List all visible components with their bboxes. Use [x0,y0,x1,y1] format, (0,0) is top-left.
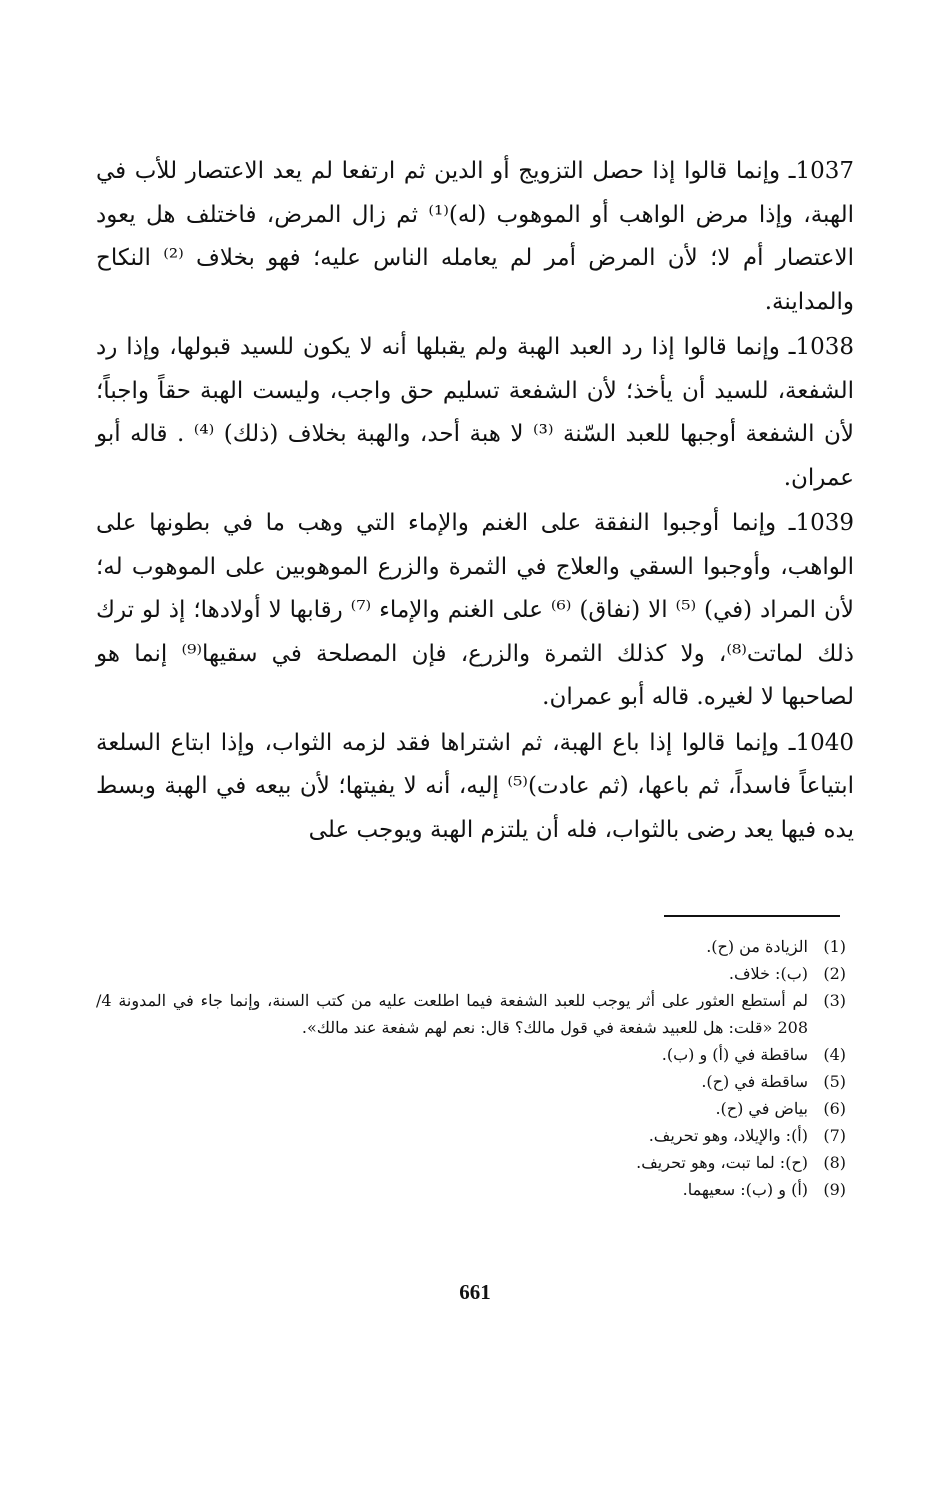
footnote-number: (1) [823,937,846,956]
paragraph-1038 [96,326,854,500]
paragraph-number: 1037 [795,158,854,184]
footnote-6 [96,1095,846,1122]
footnote-number: (6) [823,1099,846,1118]
footnote-text: (أ): والإيلاد، وهو تحريف. [648,1126,808,1145]
paragraph-body: ـ وإنما قالوا إذا باع الهبة، ثم اشتراها فقد لزمه الثواب، وإذا ابتاع السلعة ابتياعاً فاسداً، ثم باعها، (ثم عادت)⁽⁵⁾ إليه، أنه لا يفيتها؛ لأن بيعه في الهبة وبسط يده فيها يعد رضى بالثواب، فله أن يلتزم الهبة ويوجب على [96,729,854,843]
footnote-text: بياض في (ح). [715,1099,808,1118]
paragraph-number: 1038 [795,334,854,360]
paragraph-number: 1039 [795,510,854,536]
paragraph-body: ـ وإنما قالوا إذا رد العبد الهبة ولم يقبلها أنه لا يكون للسيد قبولها، وإذا رد الشفعة، للسيد أن يأخذ؛ لأن الشفعة تسليم حق واجب، وليست الهبة حقاً واجباً؛ لأن الشفعة أوجبها للعبد السّنة ⁽³⁾ لا هبة أحد، والهبة بخلاف (ذلك) ⁽⁴⁾ . قاله أبو عمران. [96,334,855,491]
paragraph-1037 [96,150,854,324]
main-text [96,150,854,854]
footnote-text: ساقطة في (ح). [701,1072,808,1091]
footnotes [96,933,846,1203]
page-number: 661 [459,1280,491,1304]
paragraph-text [96,326,854,500]
paragraph-text [96,502,854,720]
footnote-7 [96,1122,846,1149]
paragraph-text [96,150,854,324]
footnote-separator [664,915,840,917]
footnote-text: ساقطة في (أ) و (ب). [661,1045,808,1064]
footnote-number: (5) [823,1072,846,1091]
footnote-text: لم أستطع العثور على أثر يوجب للعبد الشفعة فيما اطلعت عليه من كتب السنة، وإنما جاء في المدونة 4/ 208 «قلت: هل للعبيد شفعة في قول مالك؟ قال: نعم لهم شفعة عند مالك». [96,991,808,1037]
footnote-9 [96,1176,846,1203]
footnote-4 [96,1041,846,1068]
footnote-text: (أ) و (ب): سعيهما. [682,1180,808,1199]
footnote-5 [96,1068,846,1095]
footnote-number: (8) [823,1153,846,1172]
footnote-number: (4) [823,1045,846,1064]
footnote-text: (ح): لما تبت، وهو تحريف. [636,1153,808,1172]
footnote-number: (9) [823,1180,846,1199]
footnote-2 [96,960,846,987]
footnote-number: (2) [823,964,846,983]
paragraph-body: ـ وإنما أوجبوا النفقة على الغنم والإماء التي وهب ما في بطونها على الواهب، وأوجبوا السقي والعلاج في الثمرة والزرع الموهوبين على الموهوب له؛ لأن المراد (في) ⁽⁵⁾ الا (نفاق) ⁽⁶⁾ على الغنم والإماء ⁽⁷⁾ رقابها لا أولادها؛ إذ لو ترك ذلك لماتت⁽⁸⁾، ولا كذلك الثمرة والزرع، فإن المصلحة في سقيها⁽⁹⁾ إنما هو لصاحبها لا لغيره. قاله أبو عمران. [96,510,854,710]
paragraph-1039 [96,502,854,720]
footnote-number: (3) [823,991,846,1010]
footnote-8 [96,1149,846,1176]
footnote-text: (ب): خلاف. [728,964,808,983]
paragraph-text [96,722,854,853]
footnote-text: الزيادة من (ح). [706,937,808,956]
paragraph-1040 [96,722,854,853]
footnote-3 [96,987,846,1041]
paragraph-number: 1040 [795,729,854,756]
paragraph-body: ـ وإنما قالوا إذا حصل التزويج أو الدين ثم ارتفعا لم يعد الاعتصار للأب في الهبة، وإذا مرض الواهب أو الموهوب (له)⁽¹⁾ ثم زال المرض، فاختلف هل يعود الاعتصار أم لا؛ لأن المرض أمر لم يعامله الناس عليه؛ فهو بخلاف ⁽²⁾ النكاح والمداينة. [96,158,854,315]
footnote-1 [96,933,846,960]
footnote-number: (7) [823,1126,846,1145]
